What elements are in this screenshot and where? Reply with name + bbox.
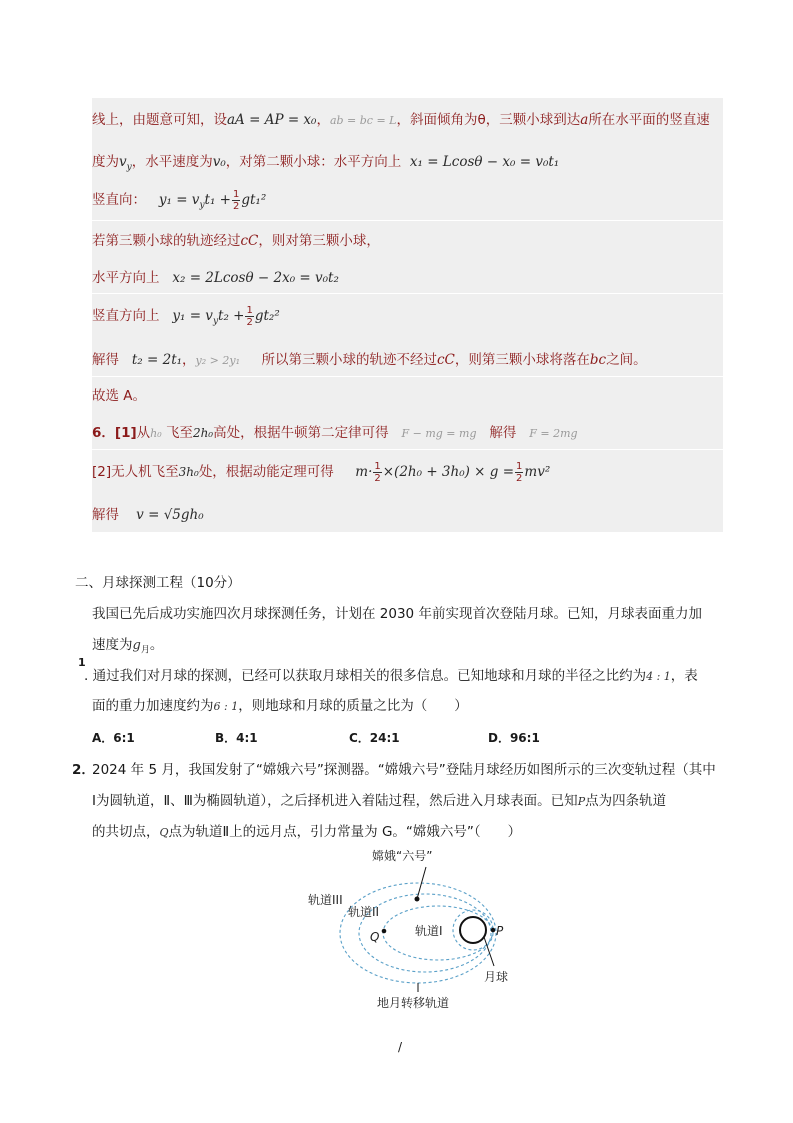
option-a[interactable]: A．6:1 [92, 731, 135, 745]
point-q-dot [382, 929, 387, 934]
point-p-label: P [496, 924, 504, 938]
solution-line-2: 度为$v_y$，水平速度为v₀，对第二颗小球：水平方向上 x₁ = Lcosθ − x₀ = v₀t₁ [92, 154, 560, 173]
solution-line-4: 若第三颗小球的轨迹经过cC，则对第三颗小球， [92, 233, 380, 249]
question-2-line-3: 的共切点，Q点为轨道Ⅱ上的远月点，引力常量为 G。“嫦娥六号”（ ） [92, 824, 522, 840]
point-q-label: Q [370, 930, 380, 944]
point-p-dot [491, 928, 496, 933]
moon-label: 月球 [484, 970, 509, 984]
solution-line-11: 解得 v = √5gh₀ [92, 507, 204, 523]
orbit-3-label: 轨道III [308, 893, 343, 907]
separator [92, 293, 723, 294]
question-2-line-2: Ⅰ为圆轨道，Ⅱ、Ⅲ为椭圆轨道），之后择机进入着陆过程，然后进入月球表面。已知P点为四条轨道 [92, 793, 667, 809]
separator [92, 376, 723, 377]
question-1-number: 1 [78, 656, 86, 669]
separator [92, 449, 723, 450]
section-title: 二、月球探测工程（10分） [75, 575, 241, 591]
question-2-number: 2． [72, 762, 95, 778]
transfer-orbit-label: 地月转移轨道 [377, 996, 450, 1010]
orbit-2-label: 轨道II [348, 905, 380, 919]
section-intro-line-1: 我国已先后成功实施四次月球探测任务，计划在 2030 年前实现首次登陆月球。已知，月球表面重力加 [92, 606, 702, 622]
option-d[interactable]: D．96:1 [488, 731, 540, 745]
option-c[interactable]: C．24:1 [349, 731, 400, 745]
question-1-line-1: . 通过我们对月球的探测，已经可以获取月球相关的很多信息。已知地球和月球的半径之比约为4 : 1，表 [84, 668, 698, 684]
solution-line-7: 解得 t₂ = 2t₁，y₂ > 2y₁ 所以第三颗小球的轨迹不经过cC，则第三颗小球将落在bc之间。 [92, 352, 647, 368]
solution-line-9: 6．[1]从h₀ 飞至2h₀高处，根据牛顿第二定律可得 F − mg = mg 解得 F = 2mg [92, 425, 578, 441]
separator [92, 220, 723, 221]
moon-icon [460, 917, 486, 943]
solution-line-6: 竖直方向上 $y_1 = v_yt_2$ + $\frac{1}{2}$ gt₂² [92, 304, 280, 328]
solution-line-1: 线上，由题意可知，设aA = AP = x₀，ab = bc = L，斜面倾角为θ，三颗小球到达a所在水平面的竖直速 [92, 112, 710, 128]
probe-label: 嫦娥“六号” [372, 849, 433, 863]
orbit-1-label: 轨道I [415, 924, 443, 938]
section-intro-line-2: 速度为$g_月$。 [92, 637, 164, 656]
solution-line-3: 竖直向： $y_1 = v_yt_1$ + $\frac{1}{2}$ gt₁² [92, 188, 267, 212]
solution-line-10: [2]无人机飞至3h₀处，根据动能定理可得 m· $\frac{1}{2}$ ×(2h₀ + 3h₀) × g = $\frac{1}{2}$ mv² [92, 460, 551, 484]
page-mark: / [398, 1040, 403, 1054]
question-1-line-2: 面的重力加速度约为6 : 1，则地球和月球的质量之比为（ ） [92, 698, 468, 714]
option-b[interactable]: B．4:1 [215, 731, 258, 745]
orbit-diagram [300, 840, 530, 1020]
solution-line-8: 故选 A。 [92, 388, 147, 404]
question-2-line-1: 2024 年 5 月，我国发射了“嫦娥六号”探测器。“嫦娥六号”登陆月球经历如图所示的三次变轨过程（其中 [92, 762, 716, 778]
solution-line-5: 水平方向上 x₂ = 2Lcosθ − 2x₀ = v₀t₂ [92, 270, 339, 286]
